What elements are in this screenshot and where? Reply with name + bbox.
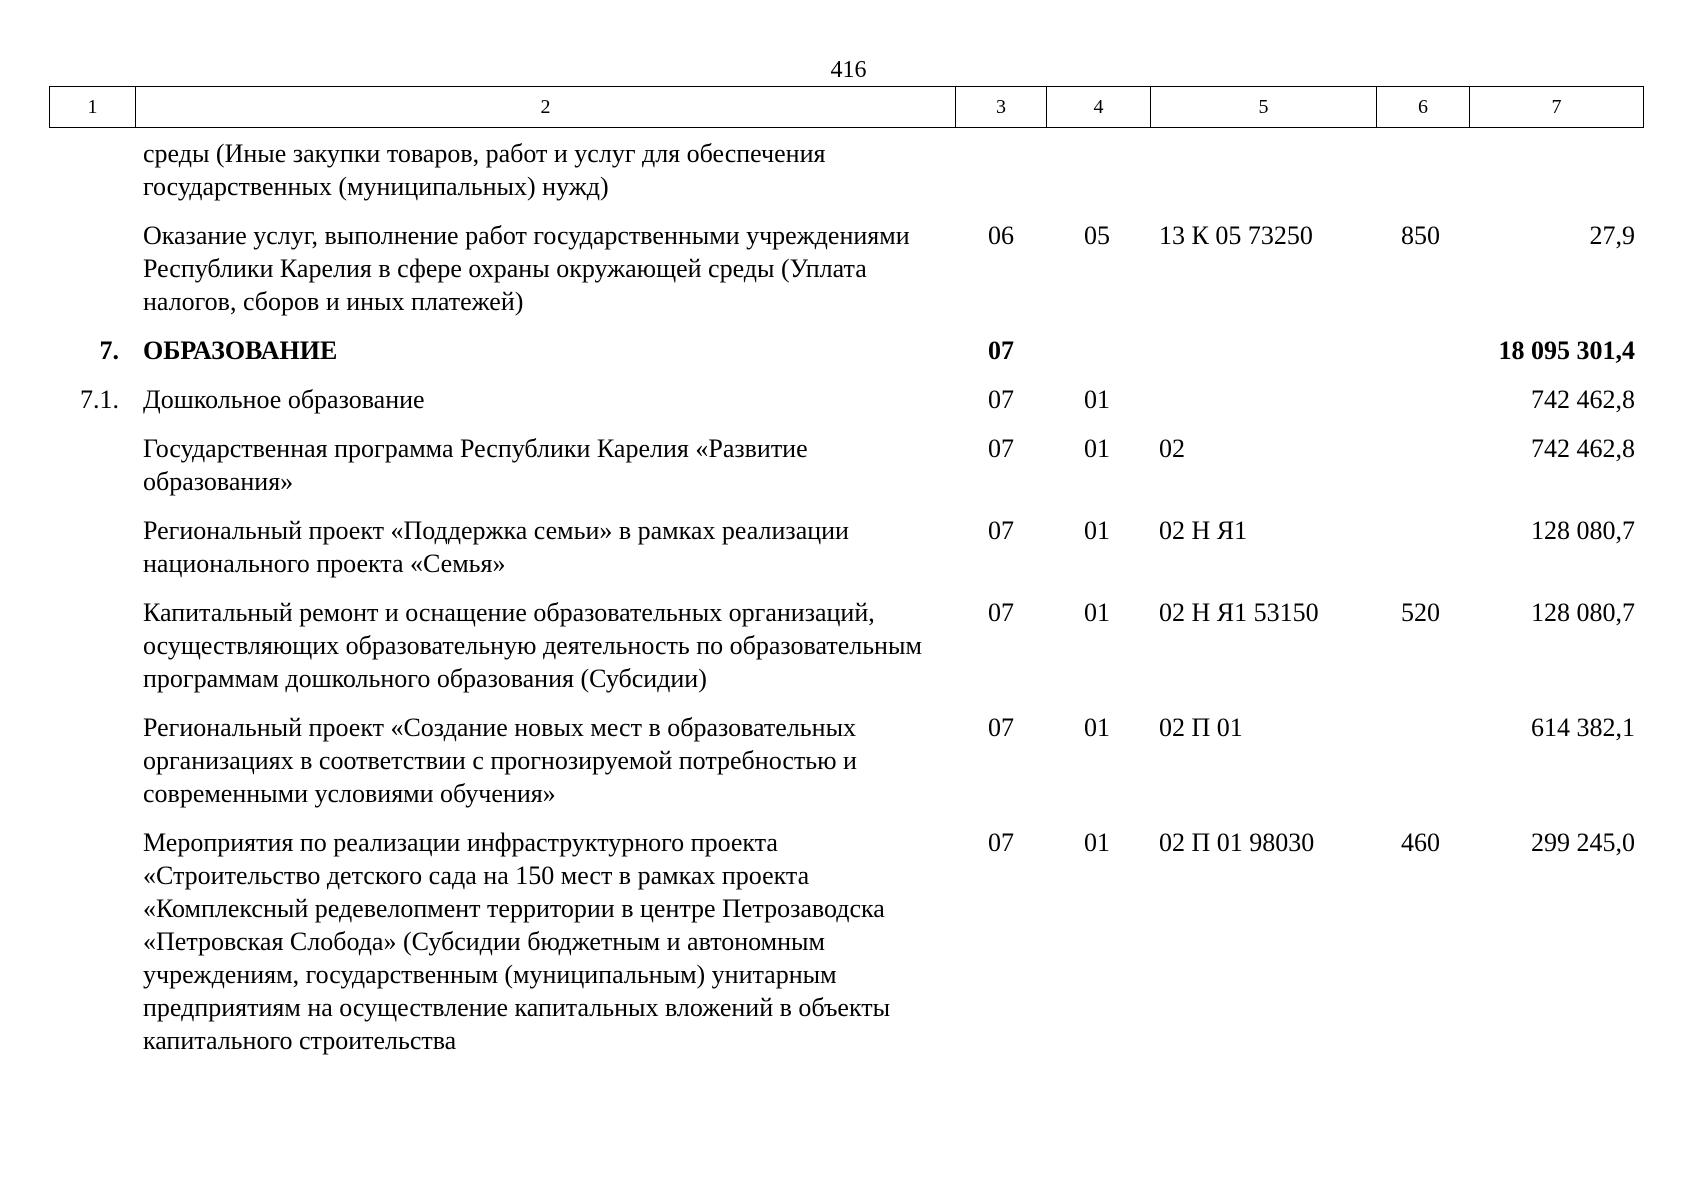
column-header-1: 1 [50,87,136,128]
row-name: ОБРАЗОВАНИЕ [143,336,338,365]
row-amount: 128 080,7 [1531,598,1635,627]
table-row [49,432,1643,498]
row-amount: 742 462,8 [1531,434,1635,463]
row-name: Региональный проект «Создание новых мест в образовательных организациях в соответствии с прогнозируемой потребностью и современными условиями обучения» [143,713,857,808]
row-number [49,219,135,318]
row-name: Государственная программа Республики Карелия «Развитие образования» [143,434,808,496]
row-amount: 128 080,7 [1531,516,1635,545]
row-subsection: 01 [1084,828,1110,857]
table-row [49,826,1643,1057]
row-target-article: 02 Н Я1 53150 [1159,598,1319,627]
row-number [49,514,135,580]
row-amount: 742 462,8 [1531,385,1635,414]
row-name: среды (Иные закупки товаров, работ и услуг для обеспечения государственных (муниципальных) нужд) [143,139,826,201]
row-section [955,137,1046,203]
row-amount [1469,137,1643,203]
row-subsection: 01 [1084,385,1110,414]
row-number: 7. [99,336,119,365]
row-section: 06 [988,221,1014,250]
row-subsection: 01 [1084,713,1110,742]
row-number [49,432,135,498]
table-row [49,711,1643,810]
row-target-article: 02 Н Я1 [1159,516,1248,545]
table-row [49,383,1643,416]
row-section: 07 [988,336,1014,365]
row-subsection: 01 [1084,598,1110,627]
page-number: 416 [830,57,867,83]
column-header-2: 2 [136,87,956,128]
column-header-7: 7 [1470,87,1644,128]
row-section: 07 [988,385,1014,414]
row-number [49,137,135,203]
table-row [49,137,1643,203]
column-header-6: 6 [1377,87,1470,128]
row-name: Оказание услуг, выполнение работ государственными учреждениями Республики Карелия в сфере охраны окружающей среды (Уплата налогов, сборов и иных платежей) [143,221,910,316]
table-row-section-heading [49,334,1643,367]
row-subsection [1046,137,1150,203]
column-header-5: 5 [1151,87,1377,128]
row-name: Дошкольное образование [143,385,425,414]
row-number [49,826,135,1057]
row-expense-type: 520 [1401,598,1440,627]
row-amount: 27,9 [1589,221,1635,250]
column-header-row [50,87,1644,128]
row-section: 07 [988,516,1014,545]
column-header-table [49,86,1644,128]
row-amount: 614 382,1 [1531,713,1635,742]
row-section: 07 [988,713,1014,742]
table-row [49,514,1643,580]
row-subsection [1046,334,1150,367]
row-target-article: 13 К 05 73250 [1159,221,1313,250]
column-header-4: 4 [1047,87,1151,128]
row-expense-type [1376,383,1469,416]
row-expense-type [1376,711,1469,810]
row-section: 07 [988,598,1014,627]
row-name: Мероприятия по реализации инфраструктурного проекта «Строительство детского сада на 150 мест в рамках проекта «Комплексный редевелопмент территории в центре Петрозаводска «Петровская Слобода» (Субсидии бюджетным и автономным учреждениям, государственным (муниципальным) унитарным предприятиям на осуществление капитальных вложений в объекты капитального строительства [143,828,891,1055]
row-expense-type: 850 [1401,221,1440,250]
row-expense-type [1376,514,1469,580]
row-target-article [1150,334,1376,367]
table-row [49,219,1643,318]
row-target-article [1150,383,1376,416]
row-target-article [1150,137,1376,203]
table-row [49,596,1643,695]
row-name: Региональный проект «Поддержка семьи» в рамках реализации национального проекта «Семья» [143,516,849,578]
row-expense-type [1376,432,1469,498]
row-target-article: 02 П 01 98030 [1159,828,1315,857]
row-target-article: 02 [1159,434,1185,463]
row-number [49,596,135,695]
row-amount: 18 095 301,4 [1498,336,1635,365]
budget-table-body [49,137,1643,1073]
row-number [49,711,135,810]
row-target-article: 02 П 01 [1159,713,1243,742]
row-subsection: 05 [1084,221,1110,250]
row-number: 7.1. [80,385,119,414]
row-expense-type: 460 [1401,828,1440,857]
row-expense-type [1376,137,1469,203]
row-section: 07 [988,828,1014,857]
row-section: 07 [988,434,1014,463]
column-header-3: 3 [956,87,1047,128]
row-expense-type [1376,334,1469,367]
row-amount: 299 245,0 [1531,828,1635,857]
row-subsection: 01 [1084,516,1110,545]
row-name: Капитальный ремонт и оснащение образовательных организаций, осуществляющих образовательную деятельность по образовательным программам дошкольного образования (Субсидии) [143,598,922,693]
row-subsection: 01 [1084,434,1110,463]
